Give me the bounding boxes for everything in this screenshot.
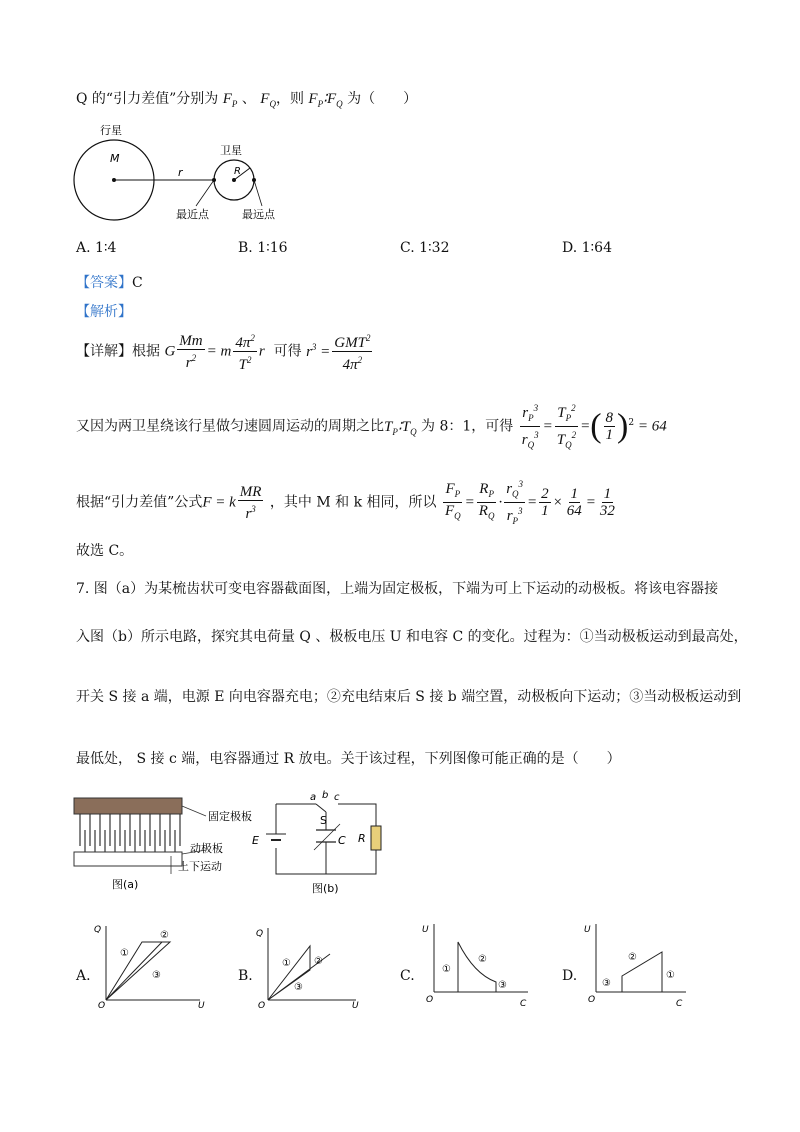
step3-b: ③: [294, 982, 303, 993]
detail-1b: 可得: [273, 343, 302, 360]
axis-y-c: U: [422, 925, 429, 935]
axis-x-c: C: [520, 999, 527, 1009]
label-b: b: [322, 790, 329, 801]
step1-a: ①: [120, 948, 129, 959]
q6-answer-row: [76, 272, 143, 292]
q7-option-c[interactable]: C.: [400, 968, 415, 984]
graph-a: [92, 922, 208, 1008]
detail-tag: 【详解】: [76, 343, 132, 360]
resistor: [371, 826, 381, 850]
detail-3a: 根据“引力差值”公式: [76, 494, 203, 511]
label-C: C: [338, 834, 346, 847]
origin-b: O: [258, 1001, 266, 1010]
detail-line-2: 又因为两卫星绕该行星做匀速圆周运动的周期之比$T_P∶T_Q$ 为 8：1，可得 $\frac{r_P^3}{r_Q^3}$ = $\frac{T_P^2}{T_Q^2}$ =( $\frac{8}{1}$ )$^2$ = 64: [76, 400, 667, 453]
answer-tag: 【答案】: [76, 275, 132, 291]
axis-y-a: Q: [94, 925, 102, 935]
label-planet: 行星: [100, 124, 122, 137]
step2-c: ②: [478, 954, 487, 965]
caption-a: 图(a): [112, 878, 139, 891]
origin-d: O: [588, 995, 596, 1005]
q7-line-2: 入图（b）所示电路，探究其电荷量 Q 、极板电压 U 和电容 C 的变化。过程为：①当动极板运动到最高处，: [76, 629, 748, 645]
label-R: R: [234, 166, 241, 177]
detail-line-3: 根据“引力差值”公式F = k $\frac{MR}{r^3}$ ，其中 M 和 k 相同，所以 $\frac{F_P}{F_Q}$ = $\frac{R_P}{R_Q}$ · $\frac{r_Q^3}{r_P^3}$ = $\frac{2}{1}$ × $\frac{1}{64}$ = $\frac{1}{32}$: [76, 476, 619, 529]
cap-variable-arrow: [314, 824, 340, 850]
q6-option-c[interactable]: C. 1∶32: [400, 240, 450, 256]
label-near: 最近点: [176, 208, 209, 221]
fig-b-circuit: [250, 790, 400, 896]
step1-d: ①: [666, 970, 675, 981]
label-M: M: [110, 152, 120, 165]
step2-b: ②: [314, 956, 323, 967]
q6-orbit-figure: [66, 122, 306, 230]
detail-2a: 又因为两卫星绕该行星做匀速圆周运动的周期之比: [76, 418, 384, 435]
conclusion: 故选 C。: [76, 543, 134, 559]
axis-x-b: U: [352, 1001, 359, 1010]
label-a: a: [310, 792, 317, 803]
detail-1a: 根据: [132, 343, 160, 360]
label-E: E: [252, 834, 259, 847]
q6-question-line: Q 的“引力差值”分别为 $F_P$ 、 $F_Q$，则 $F_P∶F_Q$ 为（ ）: [76, 91, 418, 109]
graph-c: [416, 920, 532, 1012]
fixed-plate: [74, 798, 182, 814]
axis-y-b: Q: [256, 929, 264, 939]
near-leader: [196, 180, 214, 206]
graph-d: [578, 920, 694, 1012]
detail-line-1: 【详解】根据 G $\frac{Mm}{r^2}$ = m $\frac{4\pi^2}{T^2}$ r 可得 $r^3$ = $\frac{GMT^2}{4\pi^2}$: [76, 330, 374, 373]
curve-c: [458, 942, 496, 992]
step3-a: ③: [152, 970, 161, 981]
answer-value: C: [132, 275, 143, 291]
label-far: 最远点: [242, 208, 275, 221]
step3-d: ③: [602, 978, 611, 989]
axis-x-d: C: [676, 999, 683, 1009]
origin-c: O: [426, 995, 434, 1005]
q6-text-1: Q 的“引力差值”分别为: [76, 91, 223, 107]
label-moving: 动极板: [190, 842, 223, 855]
step1-b: ①: [282, 958, 291, 969]
axis-x-a: U: [198, 1001, 205, 1008]
label-R: R: [358, 832, 366, 845]
q7-line-1: 7. 图（a）为某梳齿状可变电容器截面图，上端为固定极板，下端为可上下运动的动极板。将该电容器接: [76, 581, 719, 597]
q6-option-b[interactable]: B. 1∶16: [238, 240, 288, 256]
label-r: r: [178, 166, 183, 179]
q7-line-4: 最低处， S 接 c 端，电容器通过 R 放电。关于该过程，下列图像可能正确的是（ ）: [76, 751, 621, 767]
label-fixed: 固定极板: [208, 810, 252, 823]
step2-a: ②: [160, 930, 169, 941]
q7-option-b[interactable]: B.: [238, 968, 253, 984]
label-updown: 上下运动: [178, 860, 222, 873]
detail-3b: ，其中 M 和 k 相同，所以: [269, 494, 437, 511]
graph-b: [252, 924, 364, 1010]
step1-c: ①: [442, 964, 451, 975]
origin-a: O: [98, 1001, 106, 1008]
label-S: S: [320, 814, 327, 827]
label-satellite: 卫星: [220, 144, 242, 157]
q7-option-a[interactable]: A.: [76, 968, 91, 984]
label-c: c: [334, 792, 340, 803]
moving-plate: [74, 852, 182, 866]
fig-a-capacitor: [70, 794, 270, 894]
analysis-tag: 【解析】: [76, 304, 132, 320]
detail-2b: 为 8：1，可得: [421, 418, 514, 435]
far-leader: [254, 180, 262, 206]
q6-option-d[interactable]: D. 1∶64: [562, 240, 612, 256]
axis-y-d: U: [584, 925, 591, 935]
step3-c: ③: [498, 980, 507, 991]
caption-b: 图(b): [312, 882, 339, 895]
step2-d: ②: [628, 952, 637, 963]
q7-option-d[interactable]: D.: [562, 968, 578, 984]
q7-line-3: 开关 S 接 a 端，电源 E 向电容器充电；②充电结束后 S 接 b 端空置，动极板向下运动；③当动极板运动到: [76, 689, 742, 705]
q6-option-a[interactable]: A. 1∶4: [76, 240, 117, 256]
